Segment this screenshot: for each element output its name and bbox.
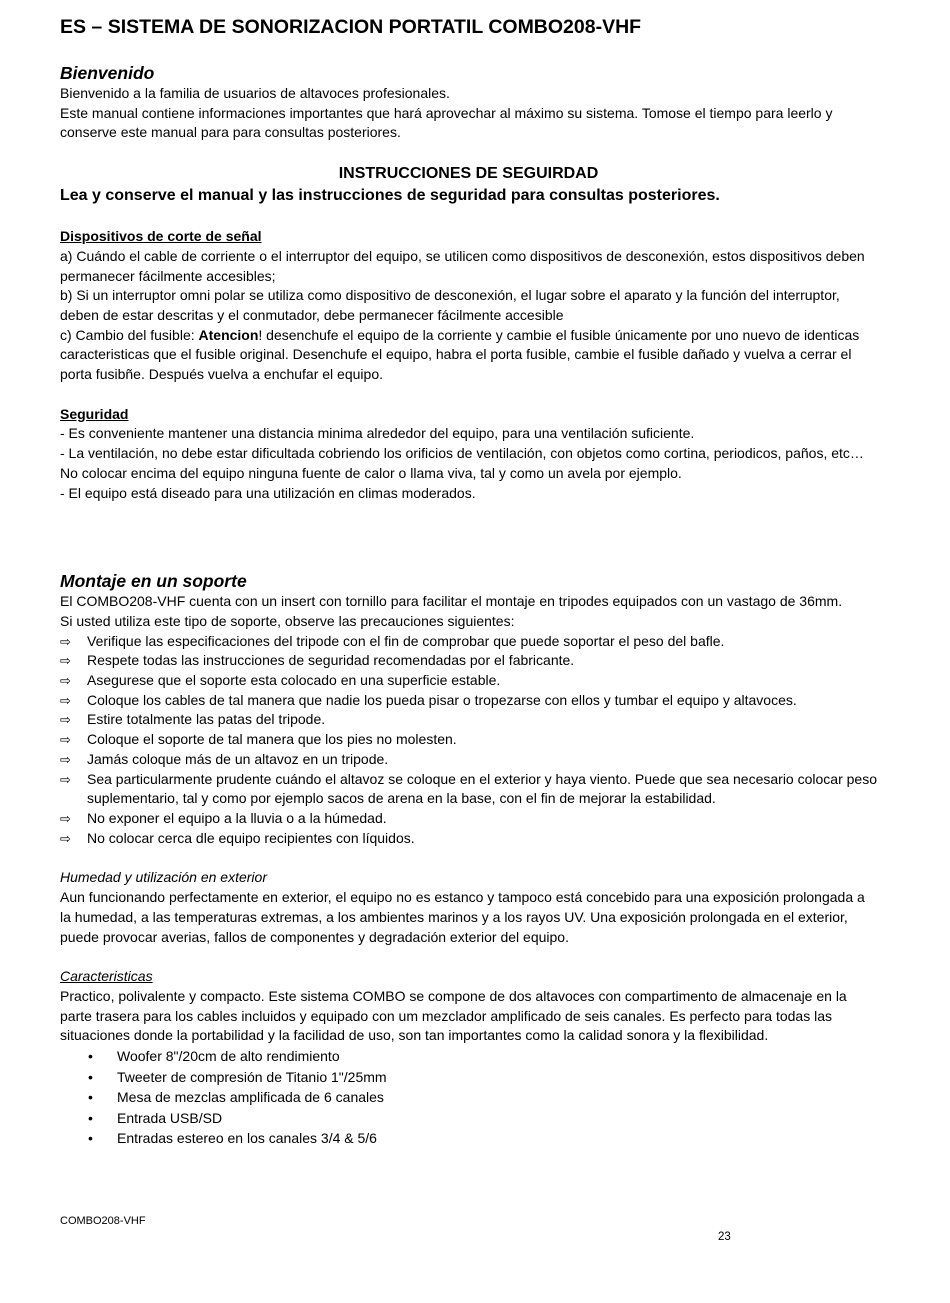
list-item-text: Jamás coloque más de un altavoz en un tripode. <box>87 750 389 767</box>
list-item-text: Asegurese que el soporte esta colocado en una superficie estable. <box>87 672 501 689</box>
list-item-text: No exponer el equipo a la lluvia o a la húmedad. <box>87 809 387 826</box>
list-item <box>60 651 877 671</box>
document-page <box>60 14 877 1149</box>
features-heading: Caracteristicas <box>60 968 153 985</box>
list-item-text: Sea particularmente prudente cuándo el altavoz se coloque en el exterior y haya viento. Puede que sea necesario colocar peso suplementario, tal y como por ejemplo sacos de arena en la base, con el fin de mejorar la estabilidad. <box>87 770 877 807</box>
arrow-right-icon: ⇨ <box>60 692 71 708</box>
safety-heading: INSTRUCCIONES DE SEGUIRDAD <box>338 165 599 183</box>
list-item-text: Verifique las especificaciones del tripode con el fin de comprobar que puede soportar el peso del bafle. <box>87 632 725 649</box>
list-item <box>60 671 877 691</box>
list-item <box>60 750 877 770</box>
mount-intro-2: Si usted utiliza este tipo de soporte, observe las precauciones siguientes: <box>60 612 515 629</box>
list-item-text: No colocar cerca dle equipo recipientes con líquidos. <box>87 829 415 846</box>
list-item-text: Entradas estereo en los canales 3/4 & 5/6 <box>117 1130 377 1147</box>
arrow-right-icon: ⇨ <box>60 732 71 748</box>
arrow-right-icon: ⇨ <box>60 751 71 767</box>
safety-item-a: a) Cuándo el cable de corriente o el interruptor del equipo, se utilicen como dispositivos de desconexión, estos dispositivos deben permanecer fácilmente accesibles; <box>60 247 865 284</box>
safety-subheading: Lea y conserve el manual y las instrucciones de seguridad para consultas posteriores. <box>60 187 720 205</box>
safety-item-b: b) Si un interruptor omni polar se utiliza como dispositivo de desconexión, el lugar sobre el aparato y la función del interruptor, deben de estar descritas y el conmutador, debe permanecer fácilmente accesible <box>60 287 840 323</box>
mount-heading: Montaje en un soporte <box>60 571 247 592</box>
bullet-icon: • <box>88 1068 93 1085</box>
security-line-3: No colocar encima del equipo ninguna fuente de calor o llama viva, tal y como un avela por ejemplo. <box>60 464 682 481</box>
bullet-icon: • <box>88 1089 93 1106</box>
list-item-text: Respete todas las instrucciones de seguridad recomendadas por el fabricante. <box>87 652 575 669</box>
security-line-1: - Es conveniente mantener una distancia minima alrededor del equipo, para una ventilación suficiente. <box>60 425 695 442</box>
list-item-text: Estire totalmente las patas del tripode. <box>87 711 326 728</box>
list-item <box>88 1128 877 1149</box>
safety-item-c <box>60 326 877 385</box>
list-item <box>88 1087 877 1108</box>
mount-precautions-list <box>60 632 877 849</box>
list-item <box>60 710 877 730</box>
bullet-icon: • <box>88 1109 93 1126</box>
arrow-right-icon: ⇨ <box>60 830 71 846</box>
list-item <box>88 1067 877 1088</box>
list-item <box>60 829 877 849</box>
list-item-text: Entrada USB/SD <box>117 1109 223 1126</box>
footer-model: COMBO208-VHF <box>60 1215 146 1227</box>
page-number: 23 <box>718 1231 731 1243</box>
list-item-text: Tweeter de compresión de Titanio 1"/25mm <box>117 1068 387 1085</box>
features-text: Practico, polivalente y compacto. Este sistema COMBO se compone de dos altavoces con compartimento de almacenaje en la parte trasera para los cables incluidos y equipado con um mezclador amplificado de seis canales. Es perfecto para todas las situaciones donde la portabilidad y la facilidad de uso, son tan importantes como la calidad sonora y la flexibilidad. <box>60 987 847 1044</box>
bullet-icon: • <box>88 1048 93 1065</box>
list-item-text: Woofer 8"/20cm de alto rendimiento <box>117 1048 340 1065</box>
list-item <box>60 809 877 829</box>
welcome-line-2: Este manual contiene informaciones importantes que hará aprovechar al máximo su sistema. Tomose el tiempo para leerlo y conserve este manual para para consultas posteriores. <box>60 104 833 141</box>
disconnect-heading: Dispositivos de corte de señal <box>60 228 262 245</box>
bullet-icon: • <box>88 1130 93 1147</box>
arrow-right-icon: ⇨ <box>60 771 71 787</box>
safety-item-c-warning: Atencion <box>198 326 259 343</box>
security-heading: Seguridad <box>60 405 129 422</box>
arrow-right-icon: ⇨ <box>60 633 71 649</box>
list-item <box>60 632 877 652</box>
document-title: ES – SISTEMA DE SONORIZACION PORTATIL COMBO208-VHF <box>60 16 642 38</box>
features-list <box>60 1046 877 1149</box>
arrow-right-icon: ⇨ <box>60 653 71 669</box>
welcome-line-1: Bienvenido a la familia de usuarios de altavoces profesionales. <box>60 85 450 101</box>
security-line-4: - El equipo está diseado para una utilización en climas moderados. <box>60 484 476 501</box>
list-item <box>88 1108 877 1129</box>
list-item <box>60 770 877 809</box>
list-item <box>60 691 877 711</box>
arrow-right-icon: ⇨ <box>60 712 71 728</box>
humidity-text: Aun funcionando perfectamente en exterior, el equipo no es estanco y tampoco está concebido para una exposición prolongada a la humedad, a las temperaturas extremas, a los ambientes marinos y a los rayos UV. Una exposición prolongada en el exterior, puede provocar averias, fallos de componentes y degradación exterior del equipo. <box>60 889 865 945</box>
list-item-text: Coloque el soporte de tal manera que los pies no molesten. <box>87 731 457 748</box>
welcome-heading: Bienvenido <box>60 63 155 83</box>
arrow-right-icon: ⇨ <box>60 673 71 689</box>
arrow-right-icon: ⇨ <box>60 810 71 826</box>
list-item <box>88 1046 877 1067</box>
list-item-text: Coloque los cables de tal manera que nadie los pueda pisar o tropezarse con ellos y tumbar el equipo y altavoces. <box>87 691 797 708</box>
list-item <box>60 730 877 750</box>
security-line-2: - La ventilación, no debe estar dificultada cobriendo los orificios de ventilación, con objetos como cortina, periodicos, paños, etc… <box>60 445 864 462</box>
humidity-heading: Humedad y utilización en exterior <box>60 869 267 886</box>
safety-item-c-text: ! desenchufe el equipo de la corriente y cambie el fusible únicamente por uno nuevo de identicas caracteristicas que el fusible original. Desenchufe el equipo, habra el porta fusible, cambie el fusible dañado y vuelva a cerrar el porta fusibñe. Después vuelva a enchufar el equipo. <box>60 326 860 383</box>
mount-intro: El COMBO208-VHF cuenta con un insert con tornillo para facilitar el montaje en tripodes equipados con un vastago de 36mm. <box>60 593 843 610</box>
safety-item-c-prefix: c) Cambio del fusible: <box>60 326 199 343</box>
list-item-text: Mesa de mezclas amplificada de 6 canales <box>117 1089 384 1106</box>
